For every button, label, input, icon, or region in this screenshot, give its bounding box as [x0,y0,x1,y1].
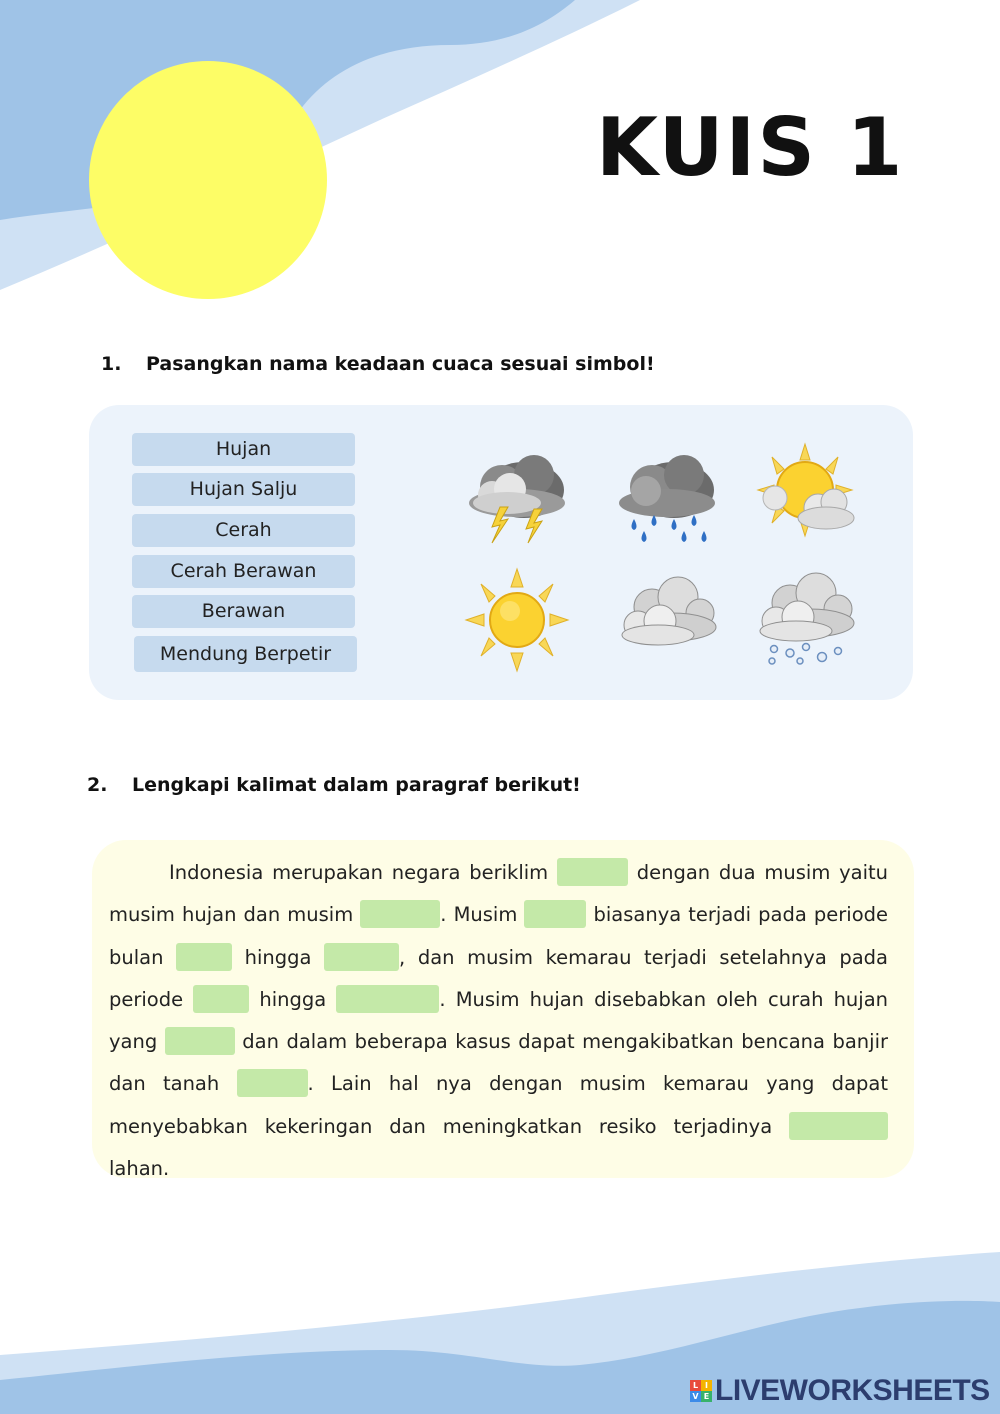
brand-letter-l: L [690,1380,701,1391]
page-title: KUIS 1 [596,101,905,194]
partly-sunny-icon[interactable] [750,440,860,550]
paragraph-segment-10: . Lain hal nya dengan musim kemarau yang dapat menyebabkan kekeringan dan meningkatkan resiko terjadinya [109,1072,888,1138]
question-2-text: Lengkapi kalimat dalam paragraf berikut! [132,774,581,796]
blank-8[interactable] [165,1027,235,1055]
liveworksheets-logo[interactable] [690,1375,990,1407]
question-1-number: 1. [101,353,122,375]
paragraph-segment-1: Indonesia merupakan negara beriklim [169,861,549,884]
rain-icon[interactable] [612,445,722,555]
cloudy-icon[interactable] [612,565,722,675]
paragraph-segment-8: . Musim hujan disebabkan oleh curah hujan yang [109,987,889,1054]
brand-text: LIVEWORKSHEETS [715,1374,990,1407]
paragraph-segment-5: hingga [244,945,312,969]
label-berawan[interactable]: Berawan [132,595,355,628]
paragraph-segment-11: lahan. [109,1157,170,1181]
brand-letter-v: V [690,1391,701,1402]
fill-in-paragraph [109,852,888,1190]
label-cerah-berawan[interactable]: Cerah Berawan [132,555,355,588]
paragraph-segment-4: biasanya terjadi pada periode bulan [109,903,888,969]
blank-6[interactable] [193,985,249,1013]
snow-icon[interactable] [750,565,860,675]
blank-7[interactable] [336,985,439,1013]
blank-4[interactable] [176,943,232,971]
sun-decoration [89,61,327,299]
paragraph-segment-9: dan dalam beberapa kasus dapat mengakibatkan bencana banjir dan tanah [109,1030,888,1096]
label-hujan[interactable]: Hujan [132,433,355,466]
question-2-heading [87,774,687,800]
paragraph-segment-6: , dan musim kemarau terjadi setelahnya pada periode [109,945,889,1011]
blank-1[interactable] [557,858,628,886]
paragraph-segment-2: dengan dua musim yaitu musim hujan dan musim [109,861,889,927]
brand-letter-i: I [701,1380,712,1391]
label-cerah[interactable]: Cerah [132,514,355,547]
thunderstorm-icon[interactable] [462,445,572,555]
brand-letter-e: E [701,1391,712,1402]
sun-icon[interactable] [462,565,572,675]
blank-9[interactable] [237,1069,308,1097]
label-hujan-salju[interactable]: Hujan Salju [132,473,355,506]
paragraph-segment-7: hingga [259,987,327,1011]
question-1-text: Pasangkan nama keadaan cuaca sesuai simbol! [146,353,655,375]
blank-2[interactable] [360,900,440,928]
label-mendung-berpetir[interactable]: Mendung Berpetir [134,636,357,672]
blank-10[interactable] [789,1112,888,1140]
question-1-heading [101,353,701,379]
brand-grid-icon [690,1380,712,1402]
blank-5[interactable] [324,943,399,971]
paragraph-segment-3: . Musim [440,903,518,927]
blank-3[interactable] [524,900,586,928]
question-2-number: 2. [87,774,108,796]
